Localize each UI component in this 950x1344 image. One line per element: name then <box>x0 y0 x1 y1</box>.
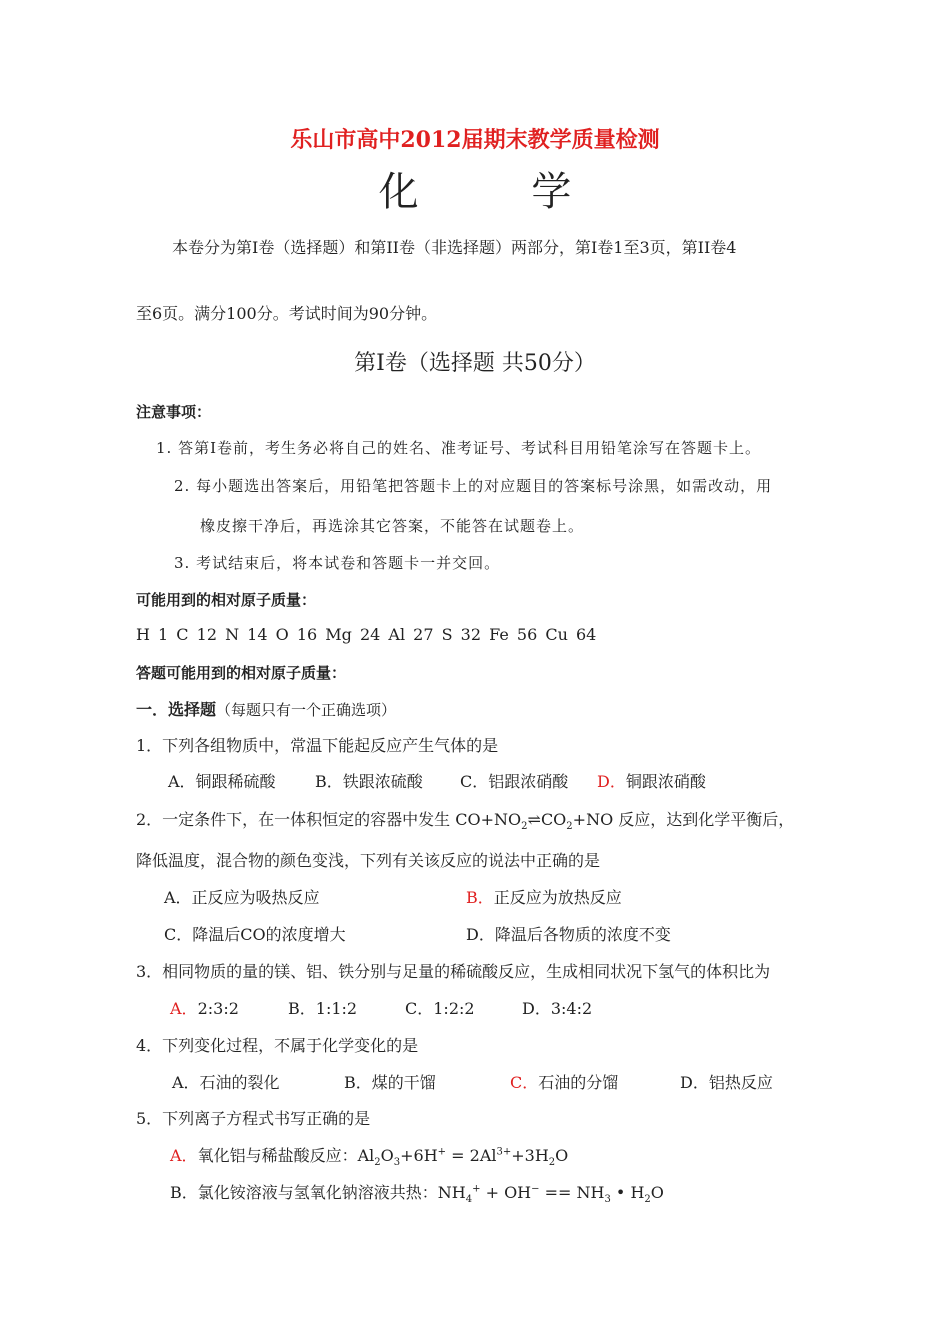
exam-title: 乐山市高中2012届期末教学质量检测 <box>290 127 660 153</box>
q5-b-sup-2: − <box>531 1183 540 1195</box>
q5-a-text-3: +6H <box>400 1146 438 1165</box>
part1-label: 一．选择题 <box>136 700 217 719</box>
q5-a-text-2: O <box>380 1146 394 1165</box>
intro-line-1: 本卷分为第I卷（选择题）和第II卷（非选择题）两部分，第I卷1至3页，第II卷4 <box>172 238 737 257</box>
section-title: 第I卷（选择题 共50分） <box>354 351 596 376</box>
atomic-mass-values: H 1 C 12 N 14 O 16 Mg 24 Al 27 S 32 Fe 56 Cu 64 <box>136 625 597 644</box>
q5-b-sub-3: 2 <box>644 1194 651 1206</box>
q1-option-d <box>597 769 706 792</box>
q5-b-sub-2: 3 <box>604 1194 611 1206</box>
q4-stem: 4．下列变化过程，不属于化学变化的是 <box>136 1036 419 1055</box>
note-item-1: 1. 答第Ⅰ卷前，考生务必将自己的姓名、准考证号、考试科目用铅笔涂写在答题卡上。 <box>156 439 762 457</box>
q5-option-a <box>170 1143 568 1168</box>
q3-option-d: D．3:4:2 <box>522 999 593 1018</box>
q2-stem-line-2: 降低温度，混合物的颜色变浅，下列有关该反应的说法中正确的是 <box>136 851 601 870</box>
q5-a-sub-2: 3 <box>393 1157 401 1169</box>
part1-heading <box>136 697 396 720</box>
q5-a-text-6: O <box>555 1146 569 1165</box>
note-item-3: 3. 考试结束后，将本试卷和答题卡一并交回。 <box>174 554 501 572</box>
subject-title: 化 学 <box>378 169 622 215</box>
q2-equilibrium-arrow: ⇌ <box>527 810 541 829</box>
q5-a-sub-3: 2 <box>548 1157 556 1169</box>
q5-stem: 5．下列离子方程式书写正确的是 <box>136 1109 371 1128</box>
q4-option-c <box>510 1070 618 1093</box>
q5-b-text-1: B．氯化铵溶液与氢氧化钠溶液共热：NH <box>170 1183 466 1202</box>
q1-option-c: C．铝跟浓硝酸 <box>460 772 569 791</box>
q4-answer-letter: C． <box>510 1073 539 1092</box>
q2-sub-1: 2 <box>521 821 528 833</box>
q2-stem <box>136 807 794 832</box>
q2-stem-mid: CO <box>540 810 567 829</box>
note-item-2-cont: 橡皮擦干净后，再选涂其它答案，不能答在试题卷上。 <box>200 517 585 535</box>
q5-b-text-5: O <box>650 1183 664 1202</box>
q1-option-b: B．铁跟浓硫酸 <box>315 772 423 791</box>
q1-option-a: A．铜跟稀硫酸 <box>168 772 276 791</box>
q5-b-sup-1: + <box>472 1183 481 1195</box>
q5-a-text-5: +3H <box>511 1146 549 1165</box>
q2-sub-2: 2 <box>566 821 573 833</box>
q5-option-b <box>170 1180 664 1205</box>
q5-a-sup-1: + <box>437 1146 447 1158</box>
q5-a-sup-2: 3+ <box>496 1146 512 1158</box>
q2-stem-post: +NO 反应，达到化学平衡后， <box>572 810 795 829</box>
q2-option-b <box>466 885 622 908</box>
notes-heading: 注意事项： <box>136 403 212 421</box>
q5-b-text-3: == NH <box>539 1183 605 1202</box>
q3-option-c: C．1:2:2 <box>405 999 475 1018</box>
q3-stem: 3．相同物质的量的镁、铝、铁分别与足量的稀硫酸反应，生成相同状况下氢气的体积比为 <box>136 962 771 981</box>
q3-option-a-text: 2:3:2 <box>197 999 239 1018</box>
q2-option-a: A．正反应为吸热反应 <box>164 888 320 907</box>
q4-option-a: A．石油的裂化 <box>172 1073 280 1092</box>
q5-a-sub-1: 2 <box>374 1157 381 1169</box>
part1-hint: （每题只有一个正确选项） <box>216 701 397 719</box>
atomic-mass-heading-2: 答题可能用到的相对原子质量： <box>136 664 347 682</box>
q5-a-text-1: 氧化铝与稀盐酸反应：Al <box>197 1146 375 1165</box>
q2-answer-letter: B． <box>466 888 494 907</box>
q5-a-text-4: = 2Al <box>446 1146 497 1165</box>
q2-stem-pre: 2．一定条件下，在一体积恒定的容器中发生 CO+NO <box>136 810 522 829</box>
q2-option-c: C．降温后CO的浓度增大 <box>164 925 346 944</box>
q1-answer-letter: D． <box>597 772 626 791</box>
q4-option-b: B．煤的干馏 <box>344 1073 436 1092</box>
note-item-2: 2. 每小题选出答案后，用铅笔把答题卡上的对应题目的答案标号涂黑，如需改动，用 <box>174 477 773 495</box>
q3-answer-letter: A． <box>170 999 198 1018</box>
q1-stem: 1．下列各组物质中，常温下能起反应产生气体的是 <box>136 736 499 755</box>
q5-b-text-4: • H <box>610 1183 645 1202</box>
q2-option-d: D．降温后各物质的浓度不变 <box>466 925 671 944</box>
atomic-mass-heading: 可能用到的相对原子质量： <box>136 591 317 609</box>
q3-option-b: B．1:1:2 <box>288 999 358 1018</box>
q3-option-a <box>170 996 239 1019</box>
q5-answer-letter: A． <box>170 1146 198 1165</box>
q5-b-sub-1: 4 <box>465 1194 473 1206</box>
q2-option-b-text: 正反应为放热反应 <box>493 888 622 907</box>
q4-option-c-text: 石油的分馏 <box>538 1073 619 1092</box>
q4-option-d: D．铝热反应 <box>680 1073 773 1092</box>
q5-b-text-2: + OH <box>480 1183 532 1202</box>
q1-option-d-text: 铜跟浓硝酸 <box>625 772 706 791</box>
intro-line-2: 至6页。满分100分。考试时间为90分钟。 <box>136 304 438 323</box>
